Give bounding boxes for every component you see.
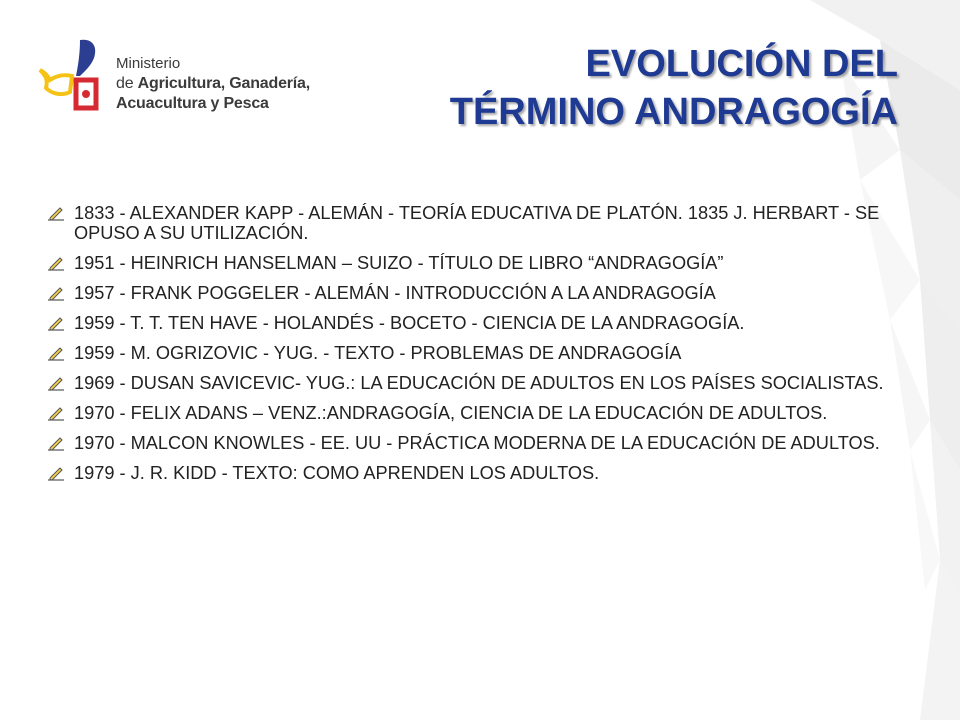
pencil-ruler-icon [46,256,66,272]
list-item-text: 1957 - FRANK POGGELER - ALEMÁN - INTRODUCCIÓN A LA ANDRAGOGÍA [74,283,716,303]
logo-line-1: Ministerio [116,55,181,72]
list-item-text: 1970 - FELIX ADANS – VENZ.:ANDRAGOGÍA, CIENCIA DE LA EDUCACIÓN DE ADULTOS. [74,403,828,423]
logo-line-2-prefix: de [116,75,138,92]
ministry-name [116,54,310,114]
list-item-text: 1959 - M. OGRIZOVIC - YUG. - TEXTO - PROBLEMAS DE ANDRAGOGÍA [74,343,682,363]
ministry-emblem-icon [36,36,108,116]
logo-line-2 [116,74,310,94]
pencil-ruler-icon [46,466,66,482]
pencil-ruler-icon [46,436,66,452]
logo-line-2-bold: Agricultura, Ganadería, [137,75,310,92]
slide-title [338,40,898,136]
pencil-ruler-icon [46,376,66,392]
title-line-1: EVOLUCIÓN DEL [585,43,898,85]
list-item [46,403,926,423]
list-item [46,373,926,393]
list-item-text: 1833 - ALEXANDER KAPP - ALEMÁN - TEORÍA EDUCATIVA DE PLATÓN. 1835 J. HERBART - SE OPUSO A SU UTILIZACIÓN. [74,203,880,243]
list-item-text: 1969 - DUSAN SAVICEVIC- YUG.: LA EDUCACIÓN DE ADULTOS EN LOS PAÍSES SOCIALISTAS. [74,373,884,393]
timeline-list [46,203,926,493]
list-item [46,203,926,243]
list-item [46,343,926,363]
list-item-text: 1979 - J. R. KIDD - TEXTO: COMO APRENDEN LOS ADULTOS. [74,463,600,483]
pencil-ruler-icon [46,206,66,222]
list-item [46,283,926,303]
pencil-ruler-icon [46,316,66,332]
pencil-ruler-icon [46,346,66,362]
list-item-text: 1951 - HEINRICH HANSELMAN – SUIZO - TÍTULO DE LIBRO “ANDRAGOGÍA” [74,253,724,273]
pencil-ruler-icon [46,286,66,302]
title-line-2: TÉRMINO ANDRAGOGÍA [449,91,898,133]
pencil-ruler-icon [46,406,66,422]
ministry-logo [36,36,336,126]
list-item [46,253,926,273]
list-item-text: 1959 - T. T. TEN HAVE - HOLANDÉS - BOCETO - CIENCIA DE LA ANDRAGOGÍA. [74,313,745,333]
logo-line-3: Acuacultura y Pesca [116,95,269,112]
list-item [46,313,926,333]
list-item [46,433,926,453]
list-item [46,463,926,483]
list-item-text: 1970 - MALCON KNOWLES - EE. UU - PRÁCTICA MODERNA DE LA EDUCACIÓN DE ADULTOS. [74,433,880,453]
